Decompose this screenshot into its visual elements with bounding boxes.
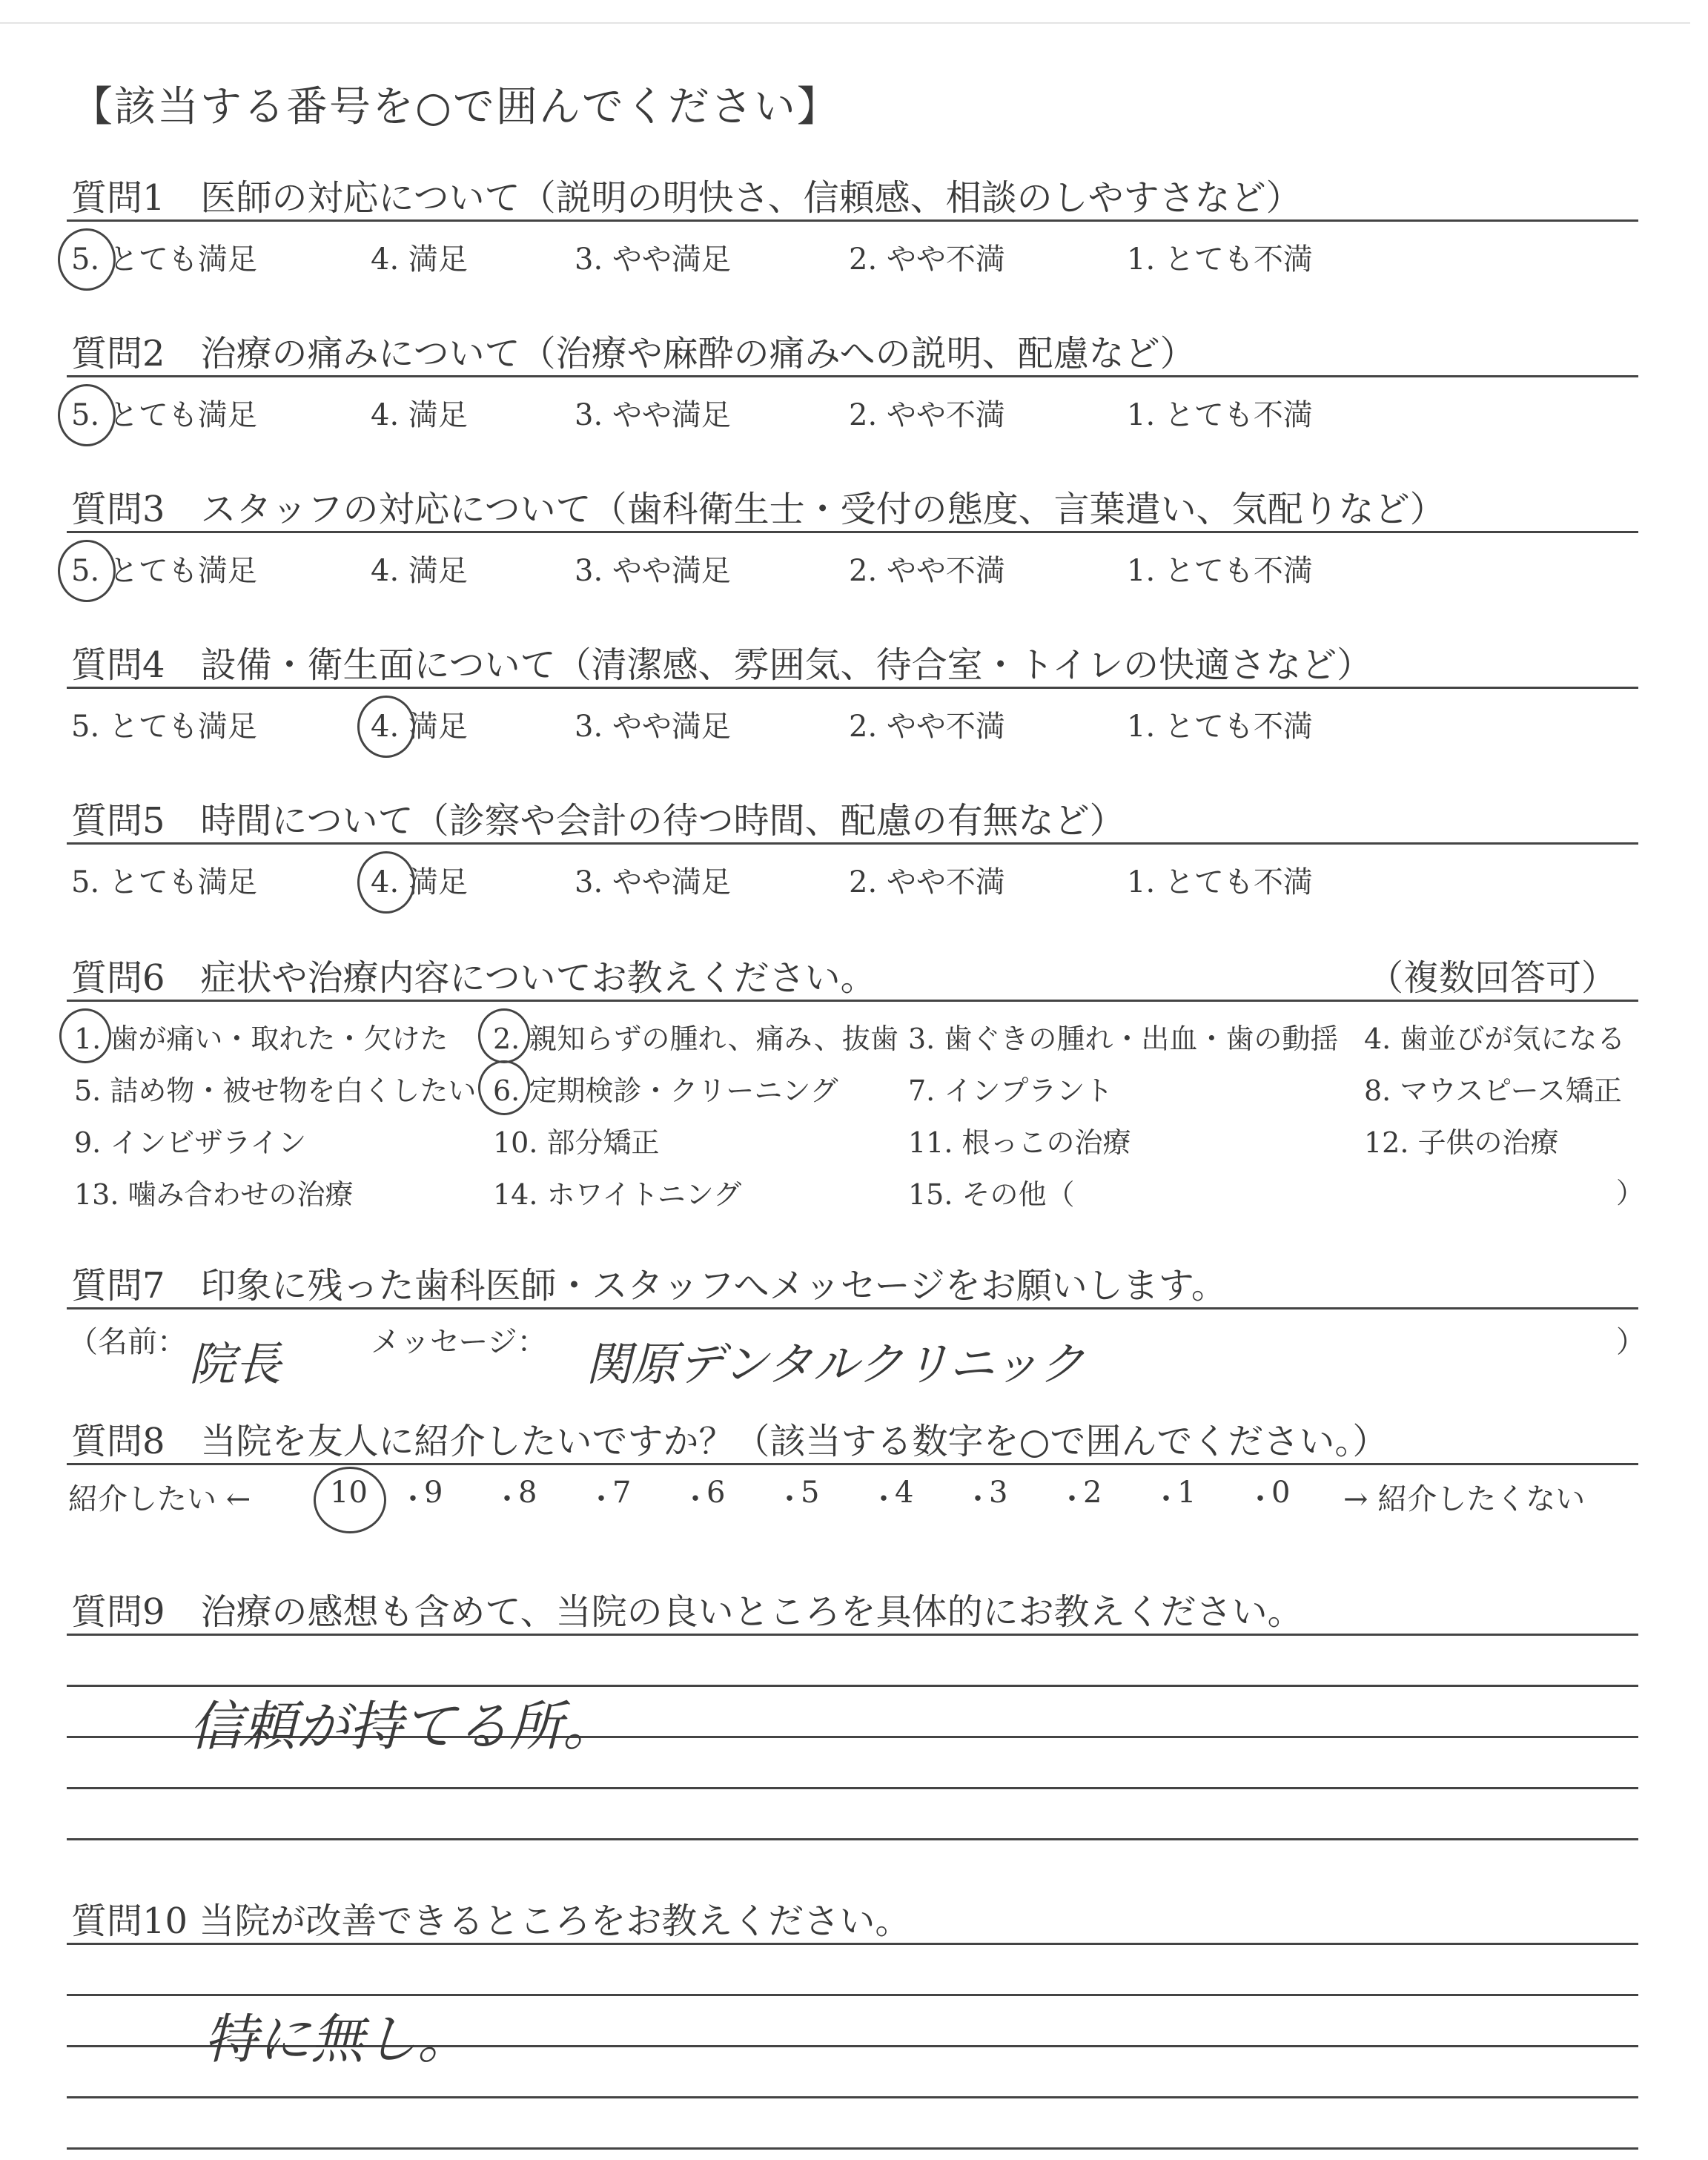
- q8-separator-dot: ・: [869, 1482, 898, 1516]
- q1-option-4[interactable]: 4. 満足: [371, 242, 468, 277]
- q2-option-2[interactable]: 2. やや不満: [849, 398, 1005, 432]
- q3-option-4[interactable]: 4. 満足: [371, 554, 468, 588]
- question-10-label: 質問10 当院が改善できるところをお教えください。: [71, 1900, 911, 1942]
- q8-value-7[interactable]: 7: [612, 1476, 632, 1510]
- q7-message-handwritten: 関原デンタルクリニック: [586, 1337, 1085, 1391]
- q8-separator-dot: ・: [681, 1482, 710, 1516]
- q6-option-4[interactable]: 4. 歯並びが気になる: [1364, 1023, 1626, 1055]
- question-8-rule: [67, 1463, 1638, 1465]
- q6-option-6[interactable]: 6. 定期検診・クリーニング: [493, 1074, 838, 1107]
- q4-option-1[interactable]: 1. とても不満: [1127, 710, 1313, 744]
- q6-option-14[interactable]: 14. ホワイトニング: [493, 1178, 742, 1211]
- q8-value-9[interactable]: 9: [424, 1476, 443, 1510]
- q4-option-2[interactable]: 2. やや不満: [849, 710, 1005, 744]
- q8-value-2[interactable]: 2: [1083, 1476, 1102, 1510]
- q4-option-4[interactable]: 4. 満足: [371, 710, 468, 744]
- question-3-label: 質問3 スタッフの対応について（歯科衛生士・受付の態度、言葉遣い、気配りなど）: [71, 489, 1446, 530]
- q6-option-5[interactable]: 5. 詰め物・被せ物を白くしたい: [74, 1074, 477, 1107]
- q6-option-15[interactable]: 15. その他（: [908, 1178, 1075, 1211]
- q4-selected-circle: [357, 696, 415, 758]
- q6-option-3[interactable]: 3. 歯ぐきの腫れ・出血・歯の動揺: [908, 1023, 1339, 1055]
- q8-separator-dot: ・: [586, 1482, 616, 1516]
- question-6-rule: [67, 1000, 1638, 1002]
- q3-option-5[interactable]: 5. とても満足: [71, 554, 257, 588]
- q8-value-10[interactable]: 10: [330, 1476, 368, 1510]
- q6-selected-circle: [478, 1008, 530, 1063]
- q6-option-2[interactable]: 2. 親知らずの腫れ、痛み、抜歯: [493, 1023, 898, 1055]
- question-5-label: 質問5 時間について（診察や会計の待つ時間、配慮の有無など）: [71, 800, 1125, 842]
- q9-answer-line: [67, 1838, 1638, 1840]
- q1-option-3[interactable]: 3. やや満足: [575, 242, 731, 277]
- page-top-edge: [0, 22, 1690, 24]
- question-9-label: 質問9 治療の感想も含めて、当院の良いところを具体的にお教えください。: [71, 1591, 1303, 1633]
- question-8-label: 質問8 当院を友人に紹介したいですか？（該当する数字を○で囲んでください。）: [71, 1421, 1388, 1462]
- q5-option-2[interactable]: 2. やや不満: [849, 865, 1005, 899]
- q8-separator-dot: ・: [963, 1482, 993, 1516]
- q8-separator-dot: ・: [492, 1482, 522, 1516]
- q8-value-6[interactable]: 6: [706, 1476, 726, 1510]
- q3-option-2[interactable]: 2. やや不満: [849, 554, 1005, 588]
- q6-option-10[interactable]: 10. 部分矯正: [493, 1126, 660, 1159]
- q7-message-label: メッセージ：: [371, 1325, 547, 1359]
- q4-option-5[interactable]: 5. とても満足: [71, 710, 257, 744]
- q6-option-7[interactable]: 7. インプラント: [908, 1074, 1113, 1107]
- q8-separator-dot: ・: [1057, 1482, 1087, 1516]
- question-2-label: 質問2 治療の痛みについて（治療や麻酔の痛みへの説明、配慮など）: [71, 333, 1196, 374]
- question-5-rule: [67, 842, 1638, 845]
- q7-name-label: （名前：: [68, 1325, 187, 1359]
- q8-separator-dot: ・: [398, 1482, 428, 1516]
- question-4-rule: [67, 687, 1638, 689]
- q5-option-4[interactable]: 4. 満足: [371, 865, 468, 899]
- question-1-label: 質問1 医師の対応について（説明の明快さ、信頼感、相談のしやすさなど）: [71, 177, 1302, 219]
- q3-option-3[interactable]: 3. やや満足: [575, 554, 731, 588]
- q8-value-8[interactable]: 8: [518, 1476, 537, 1510]
- q9-handwritten-answer: 信頼が持てる所。: [189, 1695, 617, 1757]
- q2-selected-circle: [58, 384, 116, 446]
- page-title: 【該当する番号を○で囲んでください】: [71, 83, 840, 131]
- q5-option-3[interactable]: 3. やや満足: [575, 865, 731, 899]
- q8-value-1[interactable]: 1: [1177, 1476, 1196, 1510]
- q6-option-9[interactable]: 9. インビザライン: [74, 1126, 307, 1159]
- q10-answer-line: [67, 2147, 1638, 2150]
- q6-option-8[interactable]: 8. マウスピース矯正: [1364, 1074, 1622, 1107]
- q6-option-12[interactable]: 12. 子供の治療: [1364, 1126, 1559, 1159]
- question-7-rule: [67, 1307, 1638, 1309]
- question-6-label: 質問6 症状や治療内容についてお教えください。: [71, 957, 876, 999]
- question-10-rule: [67, 1943, 1638, 1945]
- q4-option-3[interactable]: 3. やや満足: [575, 710, 731, 744]
- q5-option-1[interactable]: 1. とても不満: [1127, 865, 1313, 899]
- q10-answer-line: [67, 2096, 1638, 2098]
- q8-left-label: 紹介したい ←: [68, 1482, 251, 1516]
- question-9-rule: [67, 1634, 1638, 1636]
- q8-value-4[interactable]: 4: [895, 1476, 914, 1510]
- question-1-rule: [67, 219, 1638, 222]
- q8-right-label: → 紹介したくない: [1343, 1482, 1586, 1516]
- q7-name-handwritten: 院長: [189, 1337, 282, 1391]
- q8-value-3[interactable]: 3: [989, 1476, 1008, 1510]
- q9-answer-line: [67, 1787, 1638, 1789]
- q8-separator-dot: ・: [775, 1482, 804, 1516]
- q8-separator-dot: ・: [1151, 1482, 1181, 1516]
- q3-option-1[interactable]: 1. とても不満: [1127, 554, 1313, 588]
- q2-option-5[interactable]: 5. とても満足: [71, 398, 257, 432]
- q6-other-close-paren: ）: [1616, 1177, 1645, 1209]
- q1-selected-circle: [58, 228, 116, 291]
- q2-option-4[interactable]: 4. 満足: [371, 398, 468, 432]
- q3-selected-circle: [58, 540, 116, 602]
- q6-option-11[interactable]: 11. 根っこの治療: [908, 1126, 1131, 1159]
- q7-close-paren: ）: [1616, 1325, 1646, 1359]
- q6-option-1[interactable]: 1. 歯が痛い・取れた・欠けた: [74, 1023, 448, 1055]
- q6-selected-circle: [59, 1008, 111, 1063]
- q5-selected-circle: [357, 851, 415, 914]
- question-6-note: （複数回答可）: [1368, 957, 1618, 999]
- q1-option-2[interactable]: 2. やや不満: [849, 242, 1005, 277]
- q10-handwritten-answer: 特に無し。: [204, 2008, 471, 2070]
- q6-option-13[interactable]: 13. 噛み合わせの治療: [74, 1178, 354, 1211]
- q2-option-3[interactable]: 3. やや満足: [575, 398, 731, 432]
- q2-option-1[interactable]: 1. とても不満: [1127, 398, 1313, 432]
- question-7-label: 質問7 印象に残った歯科医師・スタッフへメッセージをお願いします。: [71, 1265, 1227, 1307]
- question-3-rule: [67, 531, 1638, 533]
- q1-option-5[interactable]: 5. とても満足: [71, 242, 257, 277]
- q5-option-5[interactable]: 5. とても満足: [71, 865, 257, 899]
- q8-selected-circle: [314, 1467, 386, 1533]
- q1-option-1[interactable]: 1. とても不満: [1127, 242, 1313, 277]
- q8-value-5[interactable]: 5: [801, 1476, 820, 1510]
- q8-separator-dot: ・: [1245, 1482, 1275, 1516]
- question-2-rule: [67, 375, 1638, 377]
- question-4-label: 質問4 設備・衛生面について（清潔感、雰囲気、待合室・トイレの快適さなど）: [71, 644, 1373, 686]
- q8-value-0[interactable]: 0: [1271, 1476, 1291, 1510]
- q6-selected-circle: [478, 1060, 530, 1115]
